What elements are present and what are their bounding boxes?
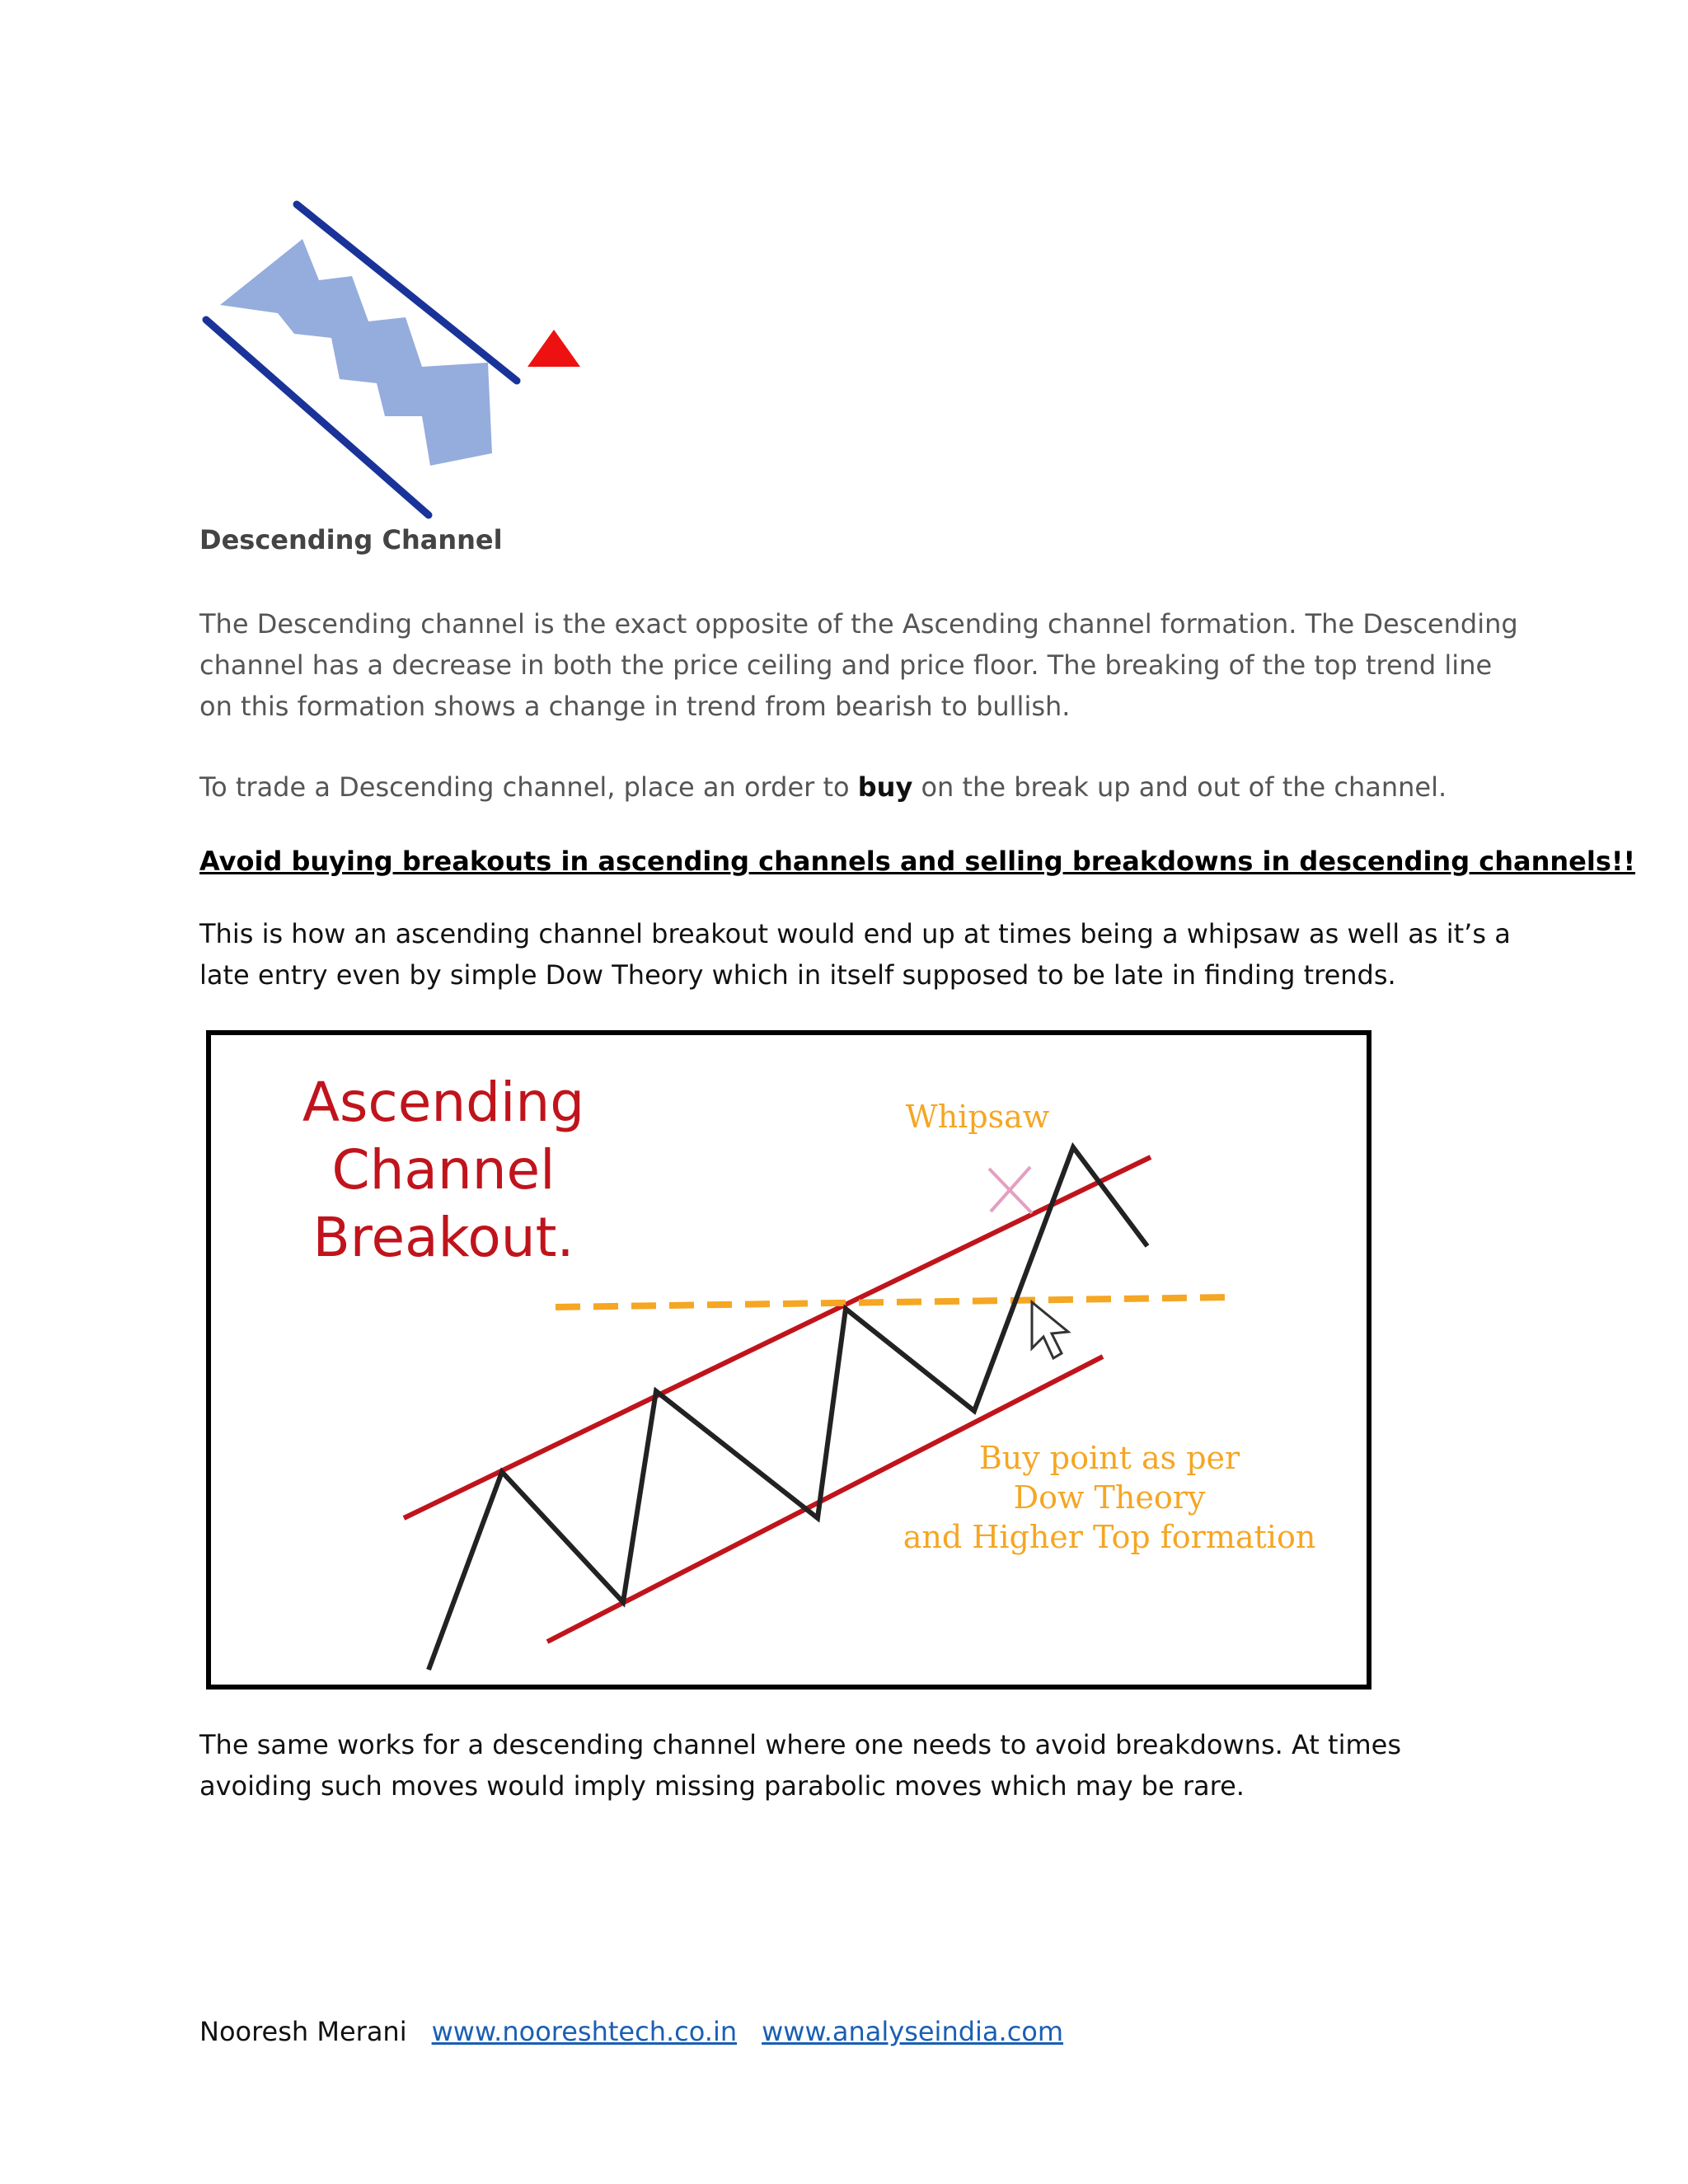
buy-point-line1: Buy point as per [978, 1440, 1240, 1476]
buy-point-line3: and Higher Top formation [903, 1519, 1316, 1555]
cursor-arrow-icon [1032, 1302, 1068, 1358]
up-arrow-icon [528, 330, 580, 367]
trade-text-after: on the break up and out of the channel. [912, 771, 1447, 803]
whipsaw-label: Whipsaw [905, 1099, 1050, 1135]
paragraph-descending-note: The same works for a descending channel where one needs to avoid breakdowns. At times avoiding such moves would imply missing parabolic moves which may be rare. [199, 1729, 1401, 1802]
footer-link-nooreshtech[interactable]: www.nooreshtech.co.in [431, 2016, 738, 2047]
footer [199, 2016, 1063, 2047]
footer-link-analyseindia[interactable]: www.analyseindia.com [762, 2016, 1064, 2047]
figure-title-line2: Channel [331, 1138, 556, 1202]
ascending-channel-figure [206, 1030, 1372, 1690]
paragraph-description: The Descending channel is the exact opposite of the Ascending channel formation. The Descending channel has a decrease in both the price ceiling and price floor. The breaking of the top trend line on this formation shows a change in trend from bearish to bullish. [199, 608, 1518, 722]
trade-text-before: To trade a Descending channel, place an order to [199, 771, 858, 803]
trade-text-bold: buy [857, 771, 913, 803]
buy-point-line2: Dow Theory [1013, 1479, 1206, 1516]
figure-canvas [211, 1035, 1367, 1685]
whipsaw-x-icon [989, 1167, 1032, 1213]
figure-title-line1: Ascending [302, 1071, 585, 1134]
paragraph-whipsaw-explanation: This is how an ascending channel breakout would end up at times being a whipsaw as well as it’s a late entry even by simple Dow Theory which in itself supposed to be late in finding trends. [199, 918, 1511, 991]
section-title: Descending Channel [199, 524, 503, 555]
paragraph-trade-instruction [199, 766, 1518, 808]
warning-heading: Avoid buying breakouts in ascending channels and selling breakdowns in descending channels!! [199, 846, 1636, 877]
channel-zigzag-fill [220, 239, 492, 466]
footer-author: Nooresh Merani [199, 2016, 407, 2047]
dow-theory-level-line [556, 1297, 1230, 1307]
figure-title-line3: Breakout. [312, 1206, 574, 1269]
descending-channel-diagram-icon [199, 198, 587, 519]
